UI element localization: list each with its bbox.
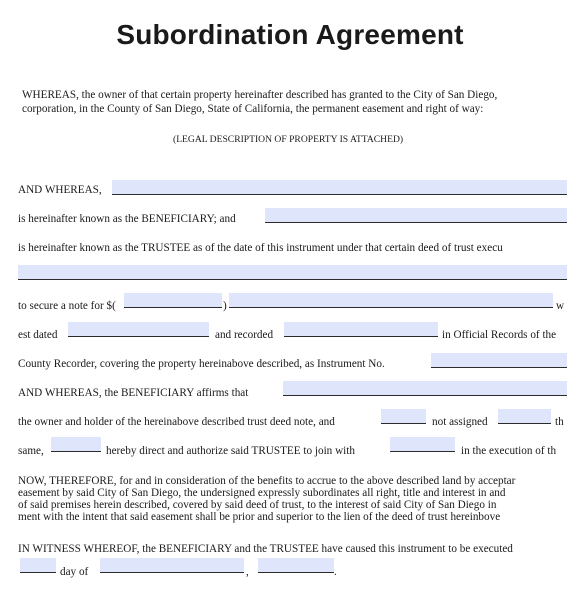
instrument-number-field[interactable]: [431, 353, 567, 368]
trustee-known-label: is hereinafter known as the TRUSTEE as of the date of this instrument under that certain deed of trust execu: [18, 242, 503, 254]
secure-note-suffix: w: [556, 300, 565, 312]
and-whereas-field[interactable]: [112, 180, 567, 195]
note-amount-close-paren: ): [223, 300, 227, 312]
now-therefore-line-2: easement by said City of San Diego, the undersigned expressly subordinates all right, title and interest in and: [18, 487, 506, 499]
now-therefore-line-4: ment with the intent that said easement shall be prior and superior to the lien of the deed of trust hereinbove: [18, 511, 501, 523]
now-therefore-line-1: NOW, THEREFORE, for and in consideration of the benefits to accrue to the above described land by acceptar: [18, 475, 516, 487]
owner-holder-label: the owner and holder of the hereinabove described trust deed note, and: [18, 416, 335, 428]
witness-month-field[interactable]: [100, 558, 244, 573]
hereby-direct-label: hereby direct and authorize said TRUSTEE to join with: [106, 445, 355, 457]
county-recorder-label: County Recorder, covering the property hereinabove described, as Instrument No.: [18, 358, 385, 370]
beneficiary-known-label: is hereinafter known as the BENEFICIARY; and: [18, 213, 236, 225]
not-assigned-label: not assigned: [432, 416, 488, 428]
recorded-date-field[interactable]: [284, 322, 438, 337]
and-whereas-label: AND WHEREAS,: [18, 184, 102, 196]
witness-day-field[interactable]: [20, 558, 56, 573]
owner-holder-suffix: th: [555, 416, 564, 428]
not-assigned-field[interactable]: [498, 409, 551, 424]
legal-description-note: (LEGAL DESCRIPTION OF PROPERTY IS ATTACHED): [173, 134, 404, 145]
est-dated-label: est dated: [18, 329, 58, 341]
document-title: Subordination Agreement: [116, 19, 464, 50]
beneficiary-affirms-label: AND WHEREAS, the BENEFICIARY affirms that: [18, 387, 249, 399]
secure-note-label: to secure a note for $(: [18, 300, 116, 312]
witness-comma: ,: [246, 566, 249, 578]
deed-date-field[interactable]: [68, 322, 209, 337]
note-amount-field[interactable]: [124, 293, 222, 308]
trust-deed-party-field[interactable]: [18, 265, 567, 280]
same-label: same,: [18, 445, 44, 457]
assignment-status-field[interactable]: [381, 409, 426, 424]
intro-line-2: corporation, in the County of San Diego, State of California, the permanent easement and right of way:: [22, 103, 484, 115]
execution-label: in the execution of th: [461, 445, 557, 457]
same-field[interactable]: [51, 437, 101, 452]
witness-line: IN WITNESS WHEREOF, the BENEFICIARY and the TRUSTEE have caused this instrument to be executed: [18, 543, 513, 555]
note-amount-words-field[interactable]: [229, 293, 553, 308]
and-recorded-label: and recorded: [215, 329, 274, 341]
witness-year-field[interactable]: [258, 558, 334, 573]
intro-line-1: WHEREAS, the owner of that certain property hereinafter described has granted to the City of San Diego,: [22, 89, 498, 101]
witness-period: .: [334, 566, 337, 578]
official-records-label: in Official Records of the: [442, 329, 557, 341]
beneficiary-name-field[interactable]: [265, 208, 567, 223]
beneficiary-affirms-field[interactable]: [283, 381, 567, 396]
now-therefore-line-3: of said premises herein described, covered by said deed of trust, to the interest of said City of San Diego in: [18, 499, 497, 511]
day-of-label: day of: [60, 566, 89, 578]
join-with-field[interactable]: [390, 437, 455, 452]
